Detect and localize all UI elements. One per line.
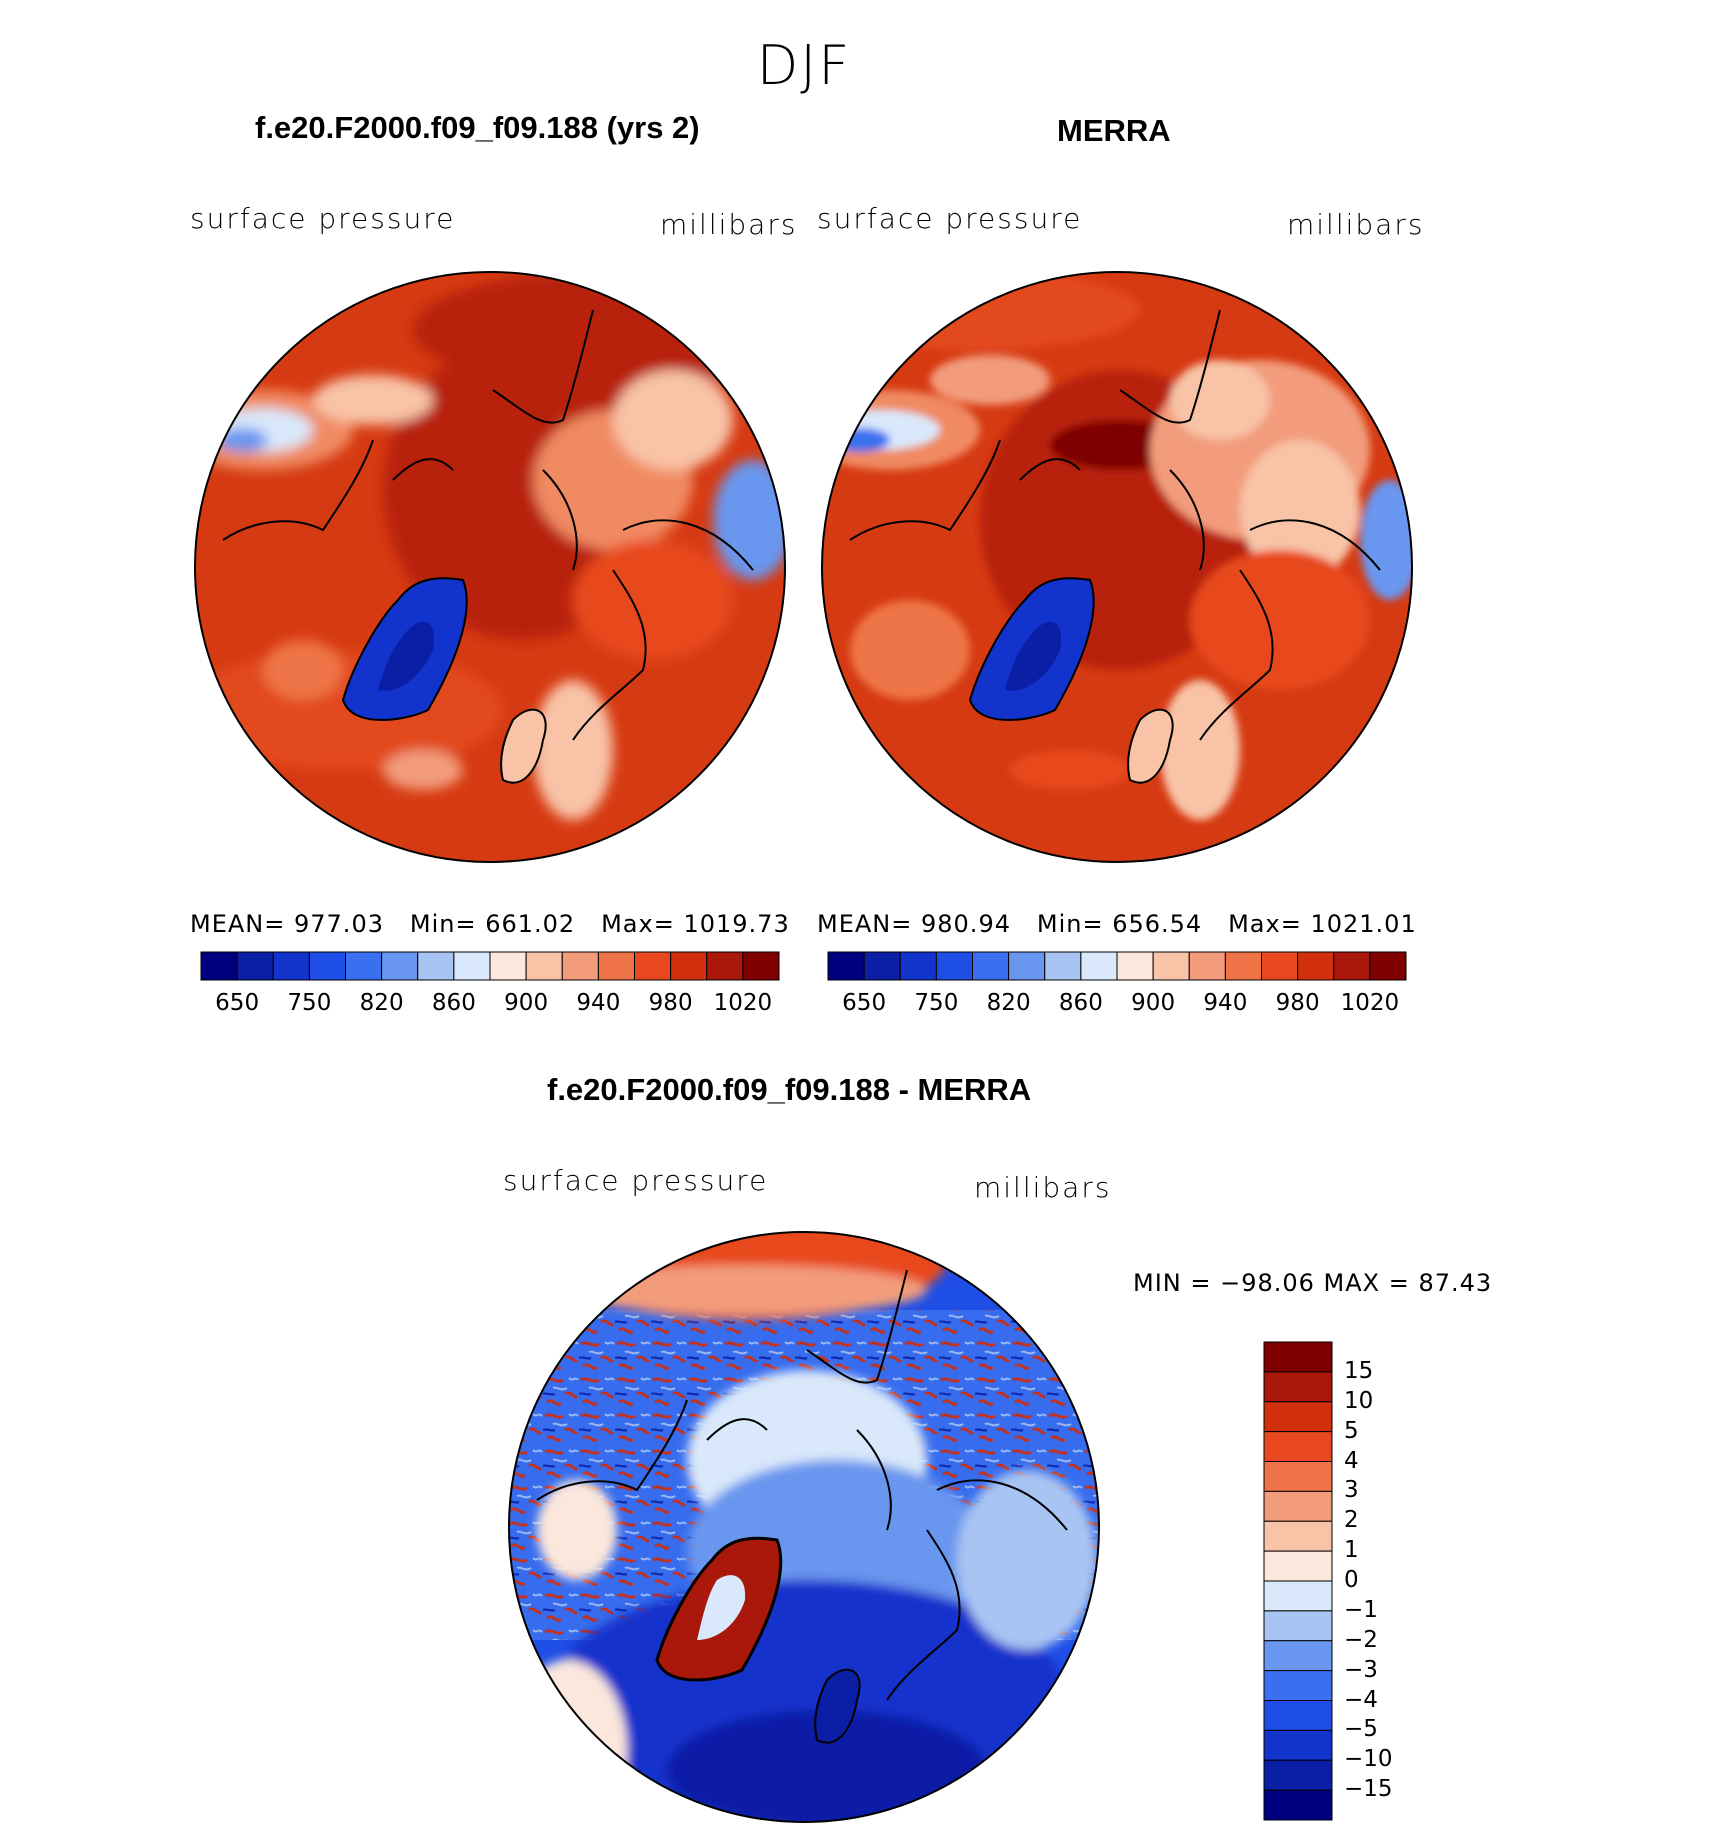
panel-3-minmax: MIN = −98.06 MAX = 87.43 <box>1133 1269 1493 1297</box>
panel-1-stats <box>190 910 790 938</box>
season-title: DJF <box>756 34 852 97</box>
panel-1-min-label: Min= <box>409 910 477 938</box>
panel-3-colorbar-swatch-2 <box>1264 1402 1332 1432</box>
panel-3-colorbar-tick-label: −15 <box>1344 1776 1393 1803</box>
panel-3-colorbar-swatch-9 <box>1264 1611 1332 1641</box>
panel-2-colorbar-swatch-8 <box>1117 952 1153 980</box>
panel-3-colorbar-tick-label: −3 <box>1344 1656 1378 1683</box>
panel-3-colorbar-swatch-11 <box>1264 1671 1332 1701</box>
panel-3-colorbar-tick-label: −1 <box>1344 1596 1378 1623</box>
panel-2-colorbar-swatch-2 <box>900 952 936 980</box>
panel-2-title: MERRA <box>1057 113 1171 148</box>
panel-1-max-label: Max= <box>601 910 675 938</box>
panel-1-colorbar-swatch-15 <box>743 952 779 980</box>
panel-3-colorbar-tick-label: 0 <box>1344 1567 1359 1593</box>
panel-3-units-label: millibars <box>974 1171 1112 1204</box>
panel-2-colorbar-swatch-12 <box>1262 952 1298 980</box>
panel-1-max-value: 1019.73 <box>683 910 790 938</box>
panel-2-colorbar-swatch-5 <box>1009 952 1045 980</box>
panel-2-colorbar-swatch-10 <box>1189 952 1225 980</box>
panel-2-min-label: Min= <box>1036 910 1104 938</box>
panel-1-colorbar-swatch-8 <box>490 952 526 980</box>
panel-2-colorbar-swatch-0 <box>828 952 864 980</box>
panel-2-colorbar-tick-label: 860 <box>1058 990 1103 1016</box>
panel-2-colorbar-swatch-7 <box>1081 952 1117 980</box>
panel-3-colorbar-swatch-13 <box>1264 1730 1332 1760</box>
panel-2-colorbar-swatch-1 <box>864 952 900 980</box>
panel-2-field-label: surface pressure <box>817 202 1083 235</box>
panel-3-colorbar-tick-label: 5 <box>1344 1417 1359 1444</box>
panel-1-colorbar-tick-label: 750 <box>287 990 332 1016</box>
panel-3-polar-map <box>507 1230 1101 1824</box>
panel-1-mean-value: 977.03 <box>294 910 384 938</box>
panel-2-colorbar-swatch-14 <box>1334 952 1370 980</box>
panel-2-colorbar-swatch-13 <box>1298 952 1334 980</box>
panel-1-colorbar-swatch-14 <box>707 952 743 980</box>
panel-2-colorbar-swatch-11 <box>1225 952 1261 980</box>
panel-1-colorbar-swatch-13 <box>671 952 707 980</box>
panel-3-field-label: surface pressure <box>503 1164 769 1197</box>
panel-1-colorbar-swatch-0 <box>201 952 237 980</box>
panel-1-colorbar-swatch-4 <box>346 952 382 980</box>
panel-3-colorbar-swatch-4 <box>1264 1462 1332 1492</box>
panel-1-colorbar-swatch-1 <box>237 952 273 980</box>
panel-3-colorbar-swatch-14 <box>1264 1760 1332 1790</box>
panel-1-polar-map <box>193 270 787 864</box>
panel-2-mean-label: MEAN= <box>817 910 913 938</box>
panel-2-colorbar-tick-label: 750 <box>914 990 959 1016</box>
panel-2-stats <box>817 910 1417 938</box>
panel-2-colorbar-tick-label: 940 <box>1203 990 1248 1016</box>
panel-2-colorbar-tick-label: 900 <box>1131 990 1176 1016</box>
panel-1-title: f.e20.F2000.f09_f09.188 (yrs 2) <box>255 110 700 145</box>
panel-3-colorbar-swatch-10 <box>1264 1641 1332 1671</box>
panel-1-colorbar-swatch-10 <box>562 952 598 980</box>
panel-2-max-label: Max= <box>1228 910 1302 938</box>
panel-3-colorbar-swatch-8 <box>1264 1581 1332 1611</box>
panel-3-colorbar-tick-label: 15 <box>1344 1357 1374 1384</box>
panel-3-colorbar-tick-label: −4 <box>1344 1686 1378 1713</box>
panel-3-colorbar-tick-label: 2 <box>1344 1507 1359 1534</box>
panel-3-colorbar <box>1264 1342 1332 1820</box>
panel-1-colorbar <box>201 952 779 980</box>
panel-2-colorbar-swatch-3 <box>936 952 972 980</box>
panel-2-mean-value: 980.94 <box>921 910 1011 938</box>
panel-2-colorbar-ticks <box>828 990 1406 1020</box>
panel-1-mean-label: MEAN= <box>190 910 286 938</box>
panel-2-colorbar-swatch-4 <box>973 952 1009 980</box>
panel-1-colorbar-tick-label: 650 <box>215 990 260 1016</box>
panel-1-colorbar-tick-label: 820 <box>359 990 404 1016</box>
panel-1-colorbar-swatch-3 <box>309 952 345 980</box>
panel-2-colorbar-swatch-6 <box>1045 952 1081 980</box>
panel-2-units-label: millibars <box>1287 208 1425 241</box>
panel-1-colorbar-swatch-2 <box>273 952 309 980</box>
panel-3-colorbar-swatch-1 <box>1264 1372 1332 1402</box>
panel-1-colorbar-swatch-6 <box>418 952 454 980</box>
panel-3-colorbar-swatch-6 <box>1264 1521 1332 1551</box>
panel-1-colorbar-tick-label: 1020 <box>713 990 773 1016</box>
panel-3-colorbar-tick-label: 3 <box>1344 1477 1359 1504</box>
panel-1-colorbar-swatch-12 <box>635 952 671 980</box>
panel-3-title: f.e20.F2000.f09_f09.188 - MERRA <box>547 1072 1032 1107</box>
panel-1-min-value: 661.02 <box>485 910 576 938</box>
panel-3-colorbar-swatch-15 <box>1264 1790 1332 1820</box>
panel-1-colorbar-swatch-11 <box>598 952 634 980</box>
panel-1-colorbar-swatch-9 <box>526 952 562 980</box>
panel-3-colorbar-tick-label: −5 <box>1344 1716 1378 1743</box>
panel-3-colorbar-swatch-7 <box>1264 1551 1332 1581</box>
panel-1-field-label: surface pressure <box>190 202 456 235</box>
panel-3-colorbar-swatch-3 <box>1264 1432 1332 1462</box>
panel-1-colorbar-tick-label: 940 <box>576 990 621 1016</box>
panel-3-colorbar-swatch-5 <box>1264 1491 1332 1521</box>
panel-3-colorbar-tick-label: −2 <box>1344 1626 1378 1653</box>
panel-1-colorbar-swatch-7 <box>454 952 490 980</box>
panel-1-colorbar-ticks <box>201 990 779 1020</box>
panel-2-colorbar-swatch-9 <box>1153 952 1189 980</box>
panel-1-colorbar-tick-label: 980 <box>648 990 693 1016</box>
panel-3-colorbar-tick-label: 1 <box>1344 1537 1359 1564</box>
panel-2-colorbar-tick-label: 980 <box>1275 990 1320 1016</box>
panel-3-colorbar-swatch-0 <box>1264 1342 1332 1372</box>
panel-2-colorbar-swatch-15 <box>1370 952 1406 980</box>
panel-2-colorbar-tick-label: 820 <box>986 990 1031 1016</box>
panel-3-colorbar-ticks <box>1344 1342 1424 1820</box>
panel-1-units-label: millibars <box>660 208 798 241</box>
panel-2-polar-map <box>820 270 1414 864</box>
panel-3-colorbar-tick-label: 4 <box>1344 1447 1359 1474</box>
panel-2-colorbar-tick-label: 1020 <box>1340 990 1400 1016</box>
panel-3-colorbar-tick-label: 10 <box>1344 1387 1374 1414</box>
panel-2-min-value: 656.54 <box>1112 910 1203 938</box>
panel-2-max-value: 1021.01 <box>1310 910 1417 938</box>
panel-1-colorbar-swatch-5 <box>382 952 418 980</box>
panel-1-colorbar-tick-label: 860 <box>431 990 476 1016</box>
panel-3-colorbar-tick-label: −10 <box>1344 1746 1393 1773</box>
panel-1-colorbar-tick-label: 900 <box>504 990 549 1016</box>
panel-2-colorbar-tick-label: 650 <box>842 990 887 1016</box>
panel-2-colorbar <box>828 952 1406 980</box>
panel-3-colorbar-swatch-12 <box>1264 1701 1332 1731</box>
